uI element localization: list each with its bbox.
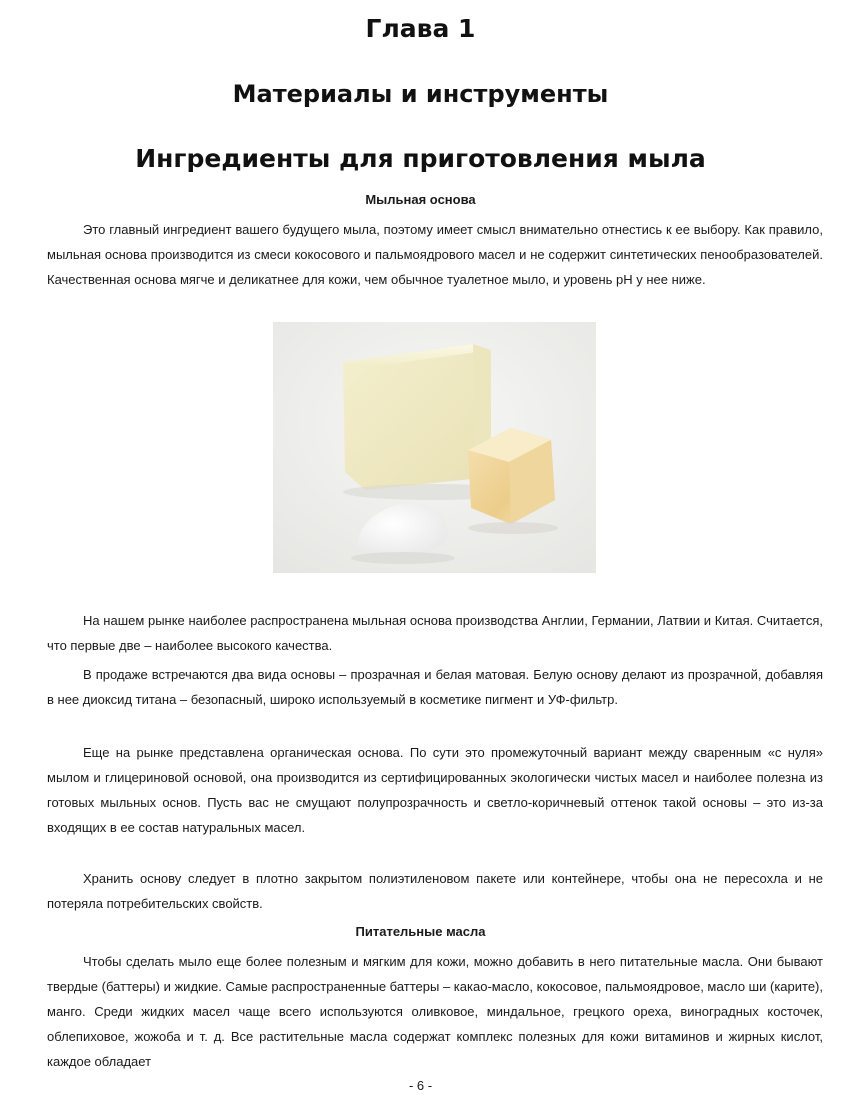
soap-base-photo (273, 322, 596, 573)
page-number: - 6 - (408, 1078, 433, 1093)
heading-soap-base: Мыльная основа (365, 192, 476, 207)
chapter-title: Глава 1 (365, 14, 476, 43)
paragraph-storage: Хранить основу следует в плотно закрытом полиэтиленовом пакете или контейнере, чтобы она не пересохла и не потеряла потребительских свойств. (47, 871, 823, 911)
paragraph-oils: Чтобы сделать мыло еще более полезным и мягким для кожи, можно добавить в него питательные масла. Они бывают твердые (баттеры) и жидкие. Самые распространенные баттеры – какао-масло, кокосовое, пальмоядровое, масло ши (карите), манго. Среди жидких масел чаще всего используются оливковое, миндальное, грецкого ореха, виноградных косточек, облепиховое, жожоба и т. д. Все растительные масла содержат комплекс полезных для кожи витаминов и жирных кислот, каждое обладает (47, 954, 823, 1069)
paragraph-market: На нашем рынке наиболее распространена мыльная основа производства Англии, Германии, Латвии и Китая. Считается, что первые две – наиболее высокого качества. (47, 613, 823, 653)
subsection-title: Ингредиенты для приготовления мыла (135, 144, 706, 173)
paragraph-types: В продаже встречаются два вида основы – прозрачная и белая матовая. Белую основу делают из прозрачной, добавляя в нее диоксид титана – безопасный, широко используемый в косметике пигмент и УФ-фильтр. (47, 667, 823, 707)
section-title: Материалы и инструменты (232, 80, 609, 108)
paragraph-intro: Это главный ингредиент вашего будущего мыла, поэтому имеет смысл внимательно отнестись к ее выбору. Как правило, мыльная основа производится из смеси кокосового и пальмоядрового масел и не содержит синтетических пенообразователей. Качественная основа мягче и деликатнее для кожи, чем обычное туалетное мыло, и уровень pH у нее ниже. (47, 222, 823, 287)
heading-oils: Питательные масла (355, 924, 486, 939)
paragraph-organic: Еще на рынке представлена органическая основа. По сути это промежуточный вариант между сваренным «с нуля» мылом и глицериновой основой, она производится из сертифицированных экологически чистых масел и наиболее полезна из готовых мыльных основ. Пусть вас не смущают полупрозрачность и светло-коричневый оттенок такой основы – это из-за входящих в ее состав натуральных масел. (47, 745, 823, 835)
